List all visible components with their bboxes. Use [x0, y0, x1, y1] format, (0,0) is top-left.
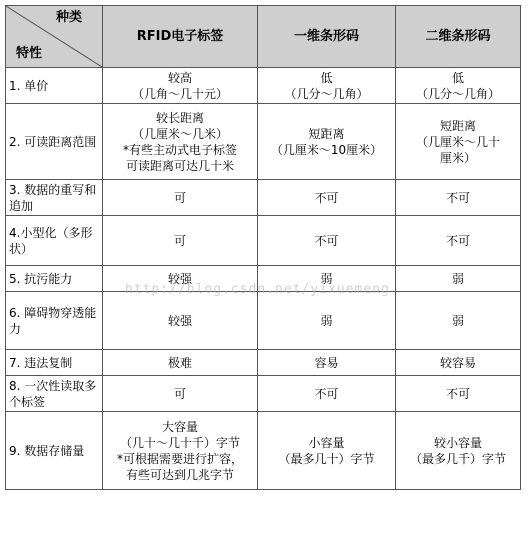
- table-row: [6, 350, 521, 376]
- cell-line: （最多几十）字节: [278, 451, 375, 466]
- cell-line: 弱: [320, 271, 333, 286]
- value-cell-2d-barcode: [396, 266, 521, 292]
- cell-line: 可: [173, 190, 186, 205]
- feature-cell: 8. 一次性读取多个标签: [6, 376, 103, 412]
- feature-cell: 3. 数据的重写和追加: [6, 180, 103, 216]
- feature-cell: 2. 可读距离范围: [6, 104, 103, 180]
- value-cell-rfid: [103, 350, 258, 376]
- cell-line: （几分～几角）: [415, 86, 500, 101]
- cell-line: 不可: [314, 190, 339, 205]
- table-row: [6, 68, 521, 104]
- table-row: [6, 216, 521, 266]
- feature-cell: 7. 违法复制: [6, 350, 103, 376]
- value-cell-rfid: [103, 412, 258, 490]
- cell-line: 较容易: [439, 355, 476, 370]
- value-cell-2d-barcode: [396, 412, 521, 490]
- table-row: [6, 180, 521, 216]
- feature-label: 特性: [16, 46, 43, 61]
- value-cell-2d-barcode: [396, 68, 521, 104]
- table-row: [6, 412, 521, 490]
- cell-line: 较高: [167, 70, 192, 85]
- cell-line: 可: [173, 386, 186, 401]
- value-cell-rfid: [103, 266, 258, 292]
- cell-line: 大容量: [161, 419, 198, 434]
- value-cell-2d-barcode: [396, 180, 521, 216]
- cell-line: 不可: [445, 190, 470, 205]
- cell-line: 极难: [167, 355, 192, 370]
- cell-line: （几十～几十千）字节: [119, 435, 240, 450]
- cell-line: 小容量: [308, 435, 345, 450]
- value-cell-1d-barcode: [258, 350, 396, 376]
- cell-line: 短距离: [308, 126, 345, 141]
- cell-line: 较强: [167, 313, 192, 328]
- cell-line: *有些主动式电子标签: [122, 142, 237, 157]
- cell-line: 较长距离: [155, 110, 204, 125]
- cell-line: 低: [320, 70, 333, 85]
- cell-line: 不可: [445, 386, 470, 401]
- value-cell-1d-barcode: [258, 104, 396, 180]
- cell-line: 不可: [314, 233, 339, 248]
- cell-line: 可读距离可达几十米: [125, 158, 234, 173]
- column-header-rfid: RFID电子标签: [103, 6, 258, 68]
- cell-line: （几分～几角）: [284, 86, 369, 101]
- value-cell-1d-barcode: [258, 376, 396, 412]
- cell-line: （几厘米～几米）: [131, 126, 228, 141]
- cell-line: （几厘米～10厘米）: [270, 142, 383, 157]
- table-row: [6, 266, 521, 292]
- cell-line: 厘米）: [439, 150, 476, 165]
- feature-cell: 6. 障碍物穿透能力: [6, 292, 103, 350]
- table-row: [6, 104, 521, 180]
- value-cell-rfid: [103, 68, 258, 104]
- cell-line: 较强: [167, 271, 192, 286]
- value-cell-1d-barcode: [258, 292, 396, 350]
- table-row: [6, 376, 521, 412]
- value-cell-rfid: [103, 180, 258, 216]
- value-cell-1d-barcode: [258, 216, 396, 266]
- cell-line: 较小容量: [433, 435, 482, 450]
- value-cell-rfid: [103, 376, 258, 412]
- value-cell-2d-barcode: [396, 216, 521, 266]
- cell-line: （最多几千）字节: [409, 451, 506, 466]
- header-row: [6, 6, 521, 68]
- column-header-2d-barcode: 二维条形码: [396, 6, 521, 68]
- feature-cell: 4.小型化（多形状）: [6, 216, 103, 266]
- value-cell-1d-barcode: [258, 68, 396, 104]
- value-cell-rfid: [103, 292, 258, 350]
- corner-header-cell: [6, 6, 103, 68]
- column-header-1d-barcode: 一维条形码: [258, 6, 396, 68]
- value-cell-1d-barcode: [258, 412, 396, 490]
- cell-line: 弱: [451, 313, 464, 328]
- cell-line: 有些可达到几兆字节: [125, 467, 234, 482]
- cell-line: （几厘米～几十: [415, 134, 500, 149]
- cell-line: 不可: [314, 386, 339, 401]
- table-row: [6, 292, 521, 350]
- value-cell-rfid: [103, 104, 258, 180]
- watermark: http://blog.csdn.net/yixuemeng: [125, 282, 390, 297]
- value-cell-2d-barcode: [396, 376, 521, 412]
- value-cell-2d-barcode: [396, 292, 521, 350]
- cell-line: （几角～几十元）: [131, 86, 228, 101]
- value-cell-2d-barcode: [396, 104, 521, 180]
- cell-line: 可: [173, 233, 186, 248]
- feature-cell: 1. 单价: [6, 68, 103, 104]
- value-cell-2d-barcode: [396, 350, 521, 376]
- value-cell-1d-barcode: [258, 180, 396, 216]
- feature-cell: 9. 数据存储量: [6, 412, 103, 490]
- cell-line: 低: [451, 70, 464, 85]
- cell-line: 弱: [451, 271, 464, 286]
- cell-line: 弱: [320, 313, 333, 328]
- cell-line: 不可: [445, 233, 470, 248]
- value-cell-1d-barcode: [258, 266, 396, 292]
- comparison-table: [5, 5, 521, 490]
- cell-line: 短距离: [439, 118, 476, 133]
- value-cell-rfid: [103, 216, 258, 266]
- feature-cell: 5. 抗污能力: [6, 266, 103, 292]
- cell-line: 容易: [314, 355, 339, 370]
- category-label: 种类: [55, 10, 82, 25]
- cell-line: *可根据需要进行扩容，: [116, 451, 243, 466]
